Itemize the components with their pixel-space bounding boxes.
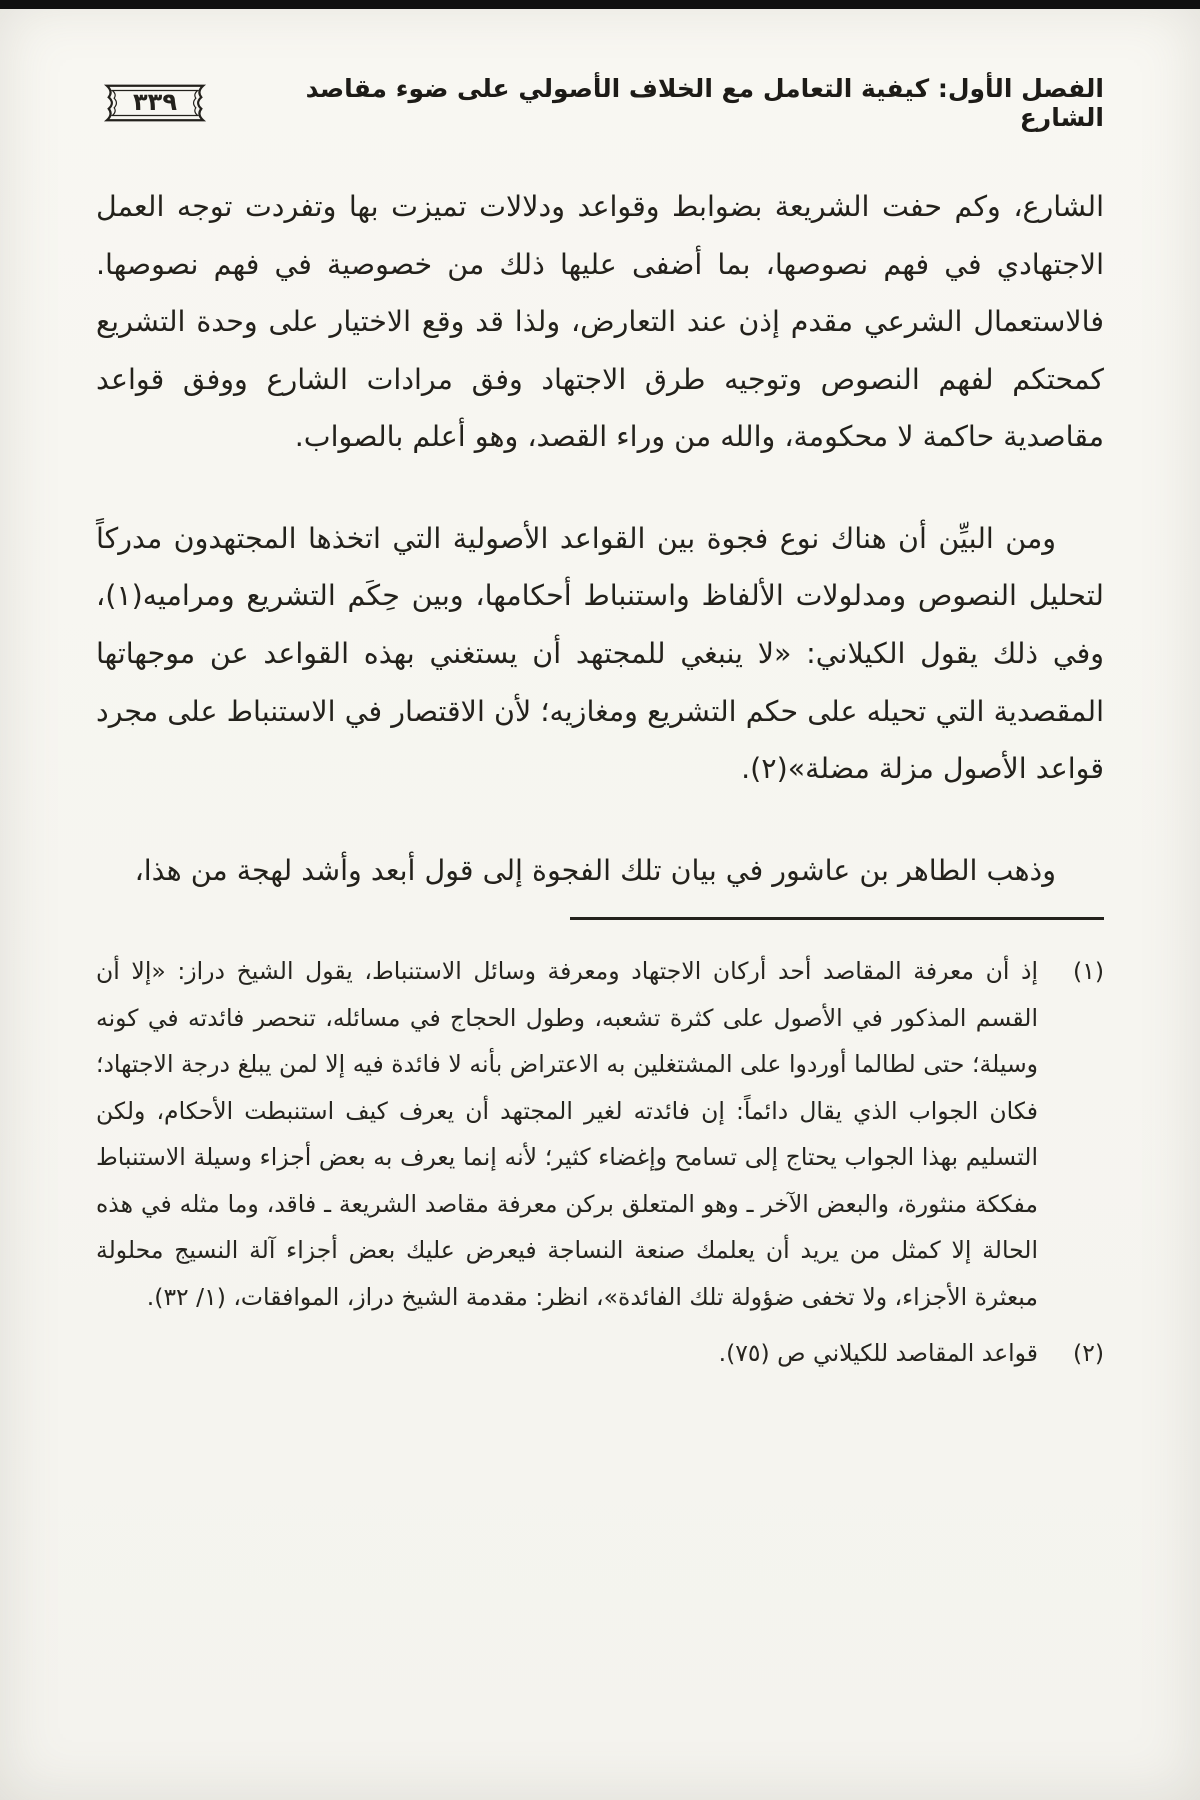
footnotes-section: [96, 948, 1104, 1377]
footnote-item: [96, 948, 1104, 1320]
page-header: [96, 74, 1104, 132]
footnote-marker: (٢): [1073, 1339, 1104, 1368]
footnote-text: إذ أن معرفة المقاصد أحد أركان الاجتهاد ومعرفة وسائل الاستنباط، يقول الشيخ دراز: «إلا أن القسم المذكور في الأصول على كثرة تشعبه، وطول الحجاج في مسائله، تنحصر فائدته في كونه وسيلة؛ حتى لطالما أوردوا على المشتغلين به الاعتراض بأنه لا فائدة فيه إلا لمن يبلغ درجة الاجتهاد؛ فكان الجواب الذي يقال دائماً: إن فائدته لغير المجتهد أن يعرف كيف استنبطت الأحكام، ولكن التسليم بهذا الجواب يحتاج إلى تسامح وإغضاء كثير؛ لأنه إنما يعرف به بعض أجزاء وسيلة الاستنباط مفككة منثورة، والبعض الآخر ـ وهو المتعلق بركن معرفة مقاصد الشريعة ـ فاقد، وما مثله في هذه الحالة إلا كمثل من يريد أن يعلمك صنعة النساجة فيعرض عليك بعض أجزاء آلة النسيج محلولة مبعثرة الأجزاء، ولا تخفى ضؤولة تلك الفائدة»، انظر: مقدمة الشيخ دراز، الموافقات، (١/ ٣٢).: [96, 957, 1038, 1311]
body-text: [96, 178, 1104, 899]
footnote-marker: (١): [1073, 957, 1104, 986]
paragraph: الشارع، وكم حفت الشريعة بضوابط وقواعد ودلالات تميزت بها وتفردت توجه العمل الاجتهادي في فهم نصوصها، بما أضفى عليها ذلك من خصوصية في فهم نصوصها. فالاستعمال الشرعي مقدم إذن عند التعارض، ولذا قد وقع الاختيار على وحدة التشريع كمحتكم لفهم النصوص وتوجيه طرق الاجتهاد وفق مرادات الشارع ووفق قواعد مقاصدية حاكمة لا محكومة، والله من وراء القصد، وهو أعلم بالصواب.: [96, 190, 1104, 454]
paragraph: وذهب الطاهر بن عاشور في بيان تلك الفجوة إلى قول أبعد وأشد لهجة من هذا،: [134, 853, 1056, 887]
footnote-text: قواعد المقاصد للكيلاني ص (٧٥).: [718, 1339, 1038, 1368]
paragraph: ومن البيِّن أن هناك نوع فجوة بين القواعد الأصولية التي اتخذها المجتهدون مدركاً لتحليل النصوص ومدلولات الألفاظ واستنباط أحكامها، وبين حِكَم التشريع ومراميه(١)، وفي ذلك يقول الكيلاني: «لا ينبغي للمجتهد أن يستغني بهذه القواعد عن موجهاتها المقصدية التي تحيله على حكم التشريع ومغازيه؛ لأن الاقتصار في الاستنباط على مجرد قواعد الأصول مزلة مضلة»(٢).: [96, 521, 1104, 786]
page-number-ornament: [96, 79, 214, 127]
footnote-separator: [570, 917, 1104, 920]
scan-edge: [0, 0, 1200, 9]
footnote-item: [96, 1330, 1104, 1377]
page-number: ٣٣٩: [133, 88, 177, 116]
page-content: [96, 74, 1104, 1387]
chapter-title: الفصل الأول: كيفية التعامل مع الخلاف الأصولي على ضوء مقاصد الشارع: [305, 74, 1104, 132]
